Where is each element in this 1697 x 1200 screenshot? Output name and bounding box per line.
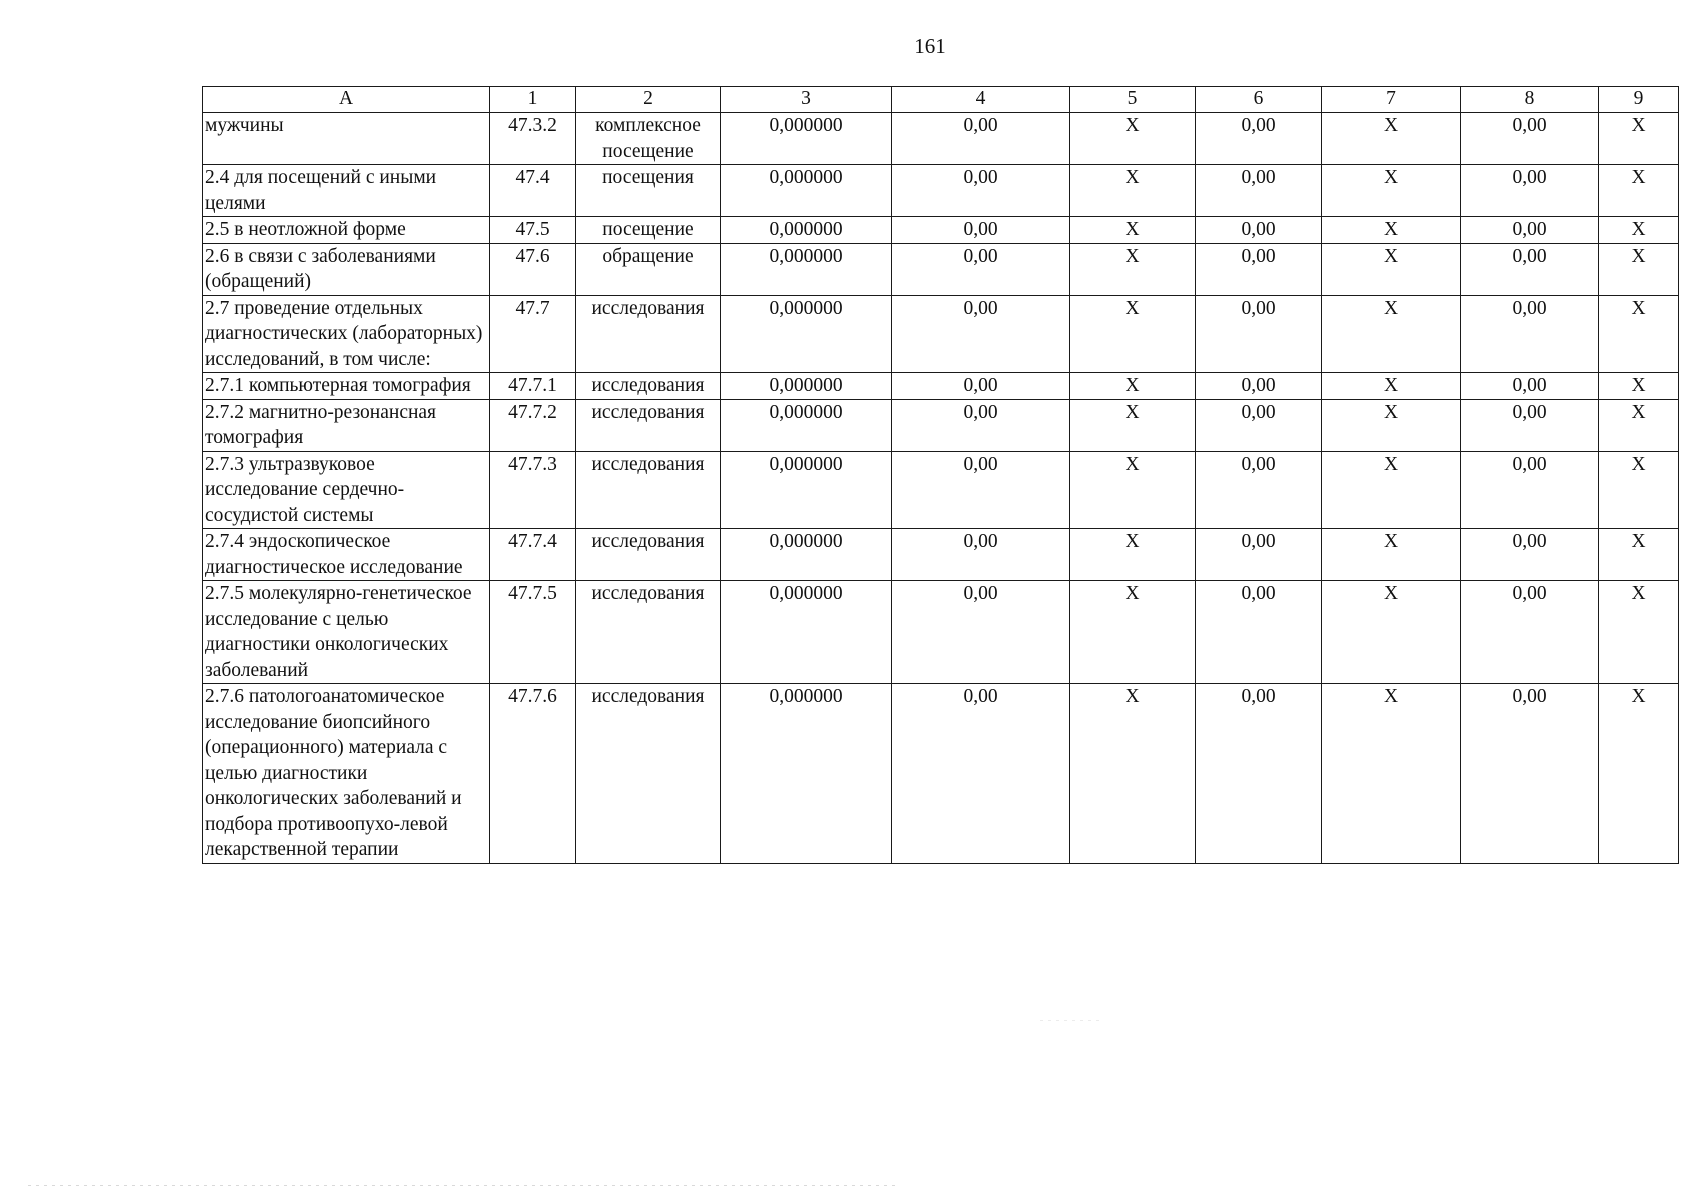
table-cell: 0,00 bbox=[892, 581, 1070, 684]
table-cell: 0,000000 bbox=[721, 451, 892, 529]
row-label-cell: 2.6 в связи с заболеваниями (обращений) bbox=[203, 243, 490, 295]
column-header-5: 5 bbox=[1070, 87, 1196, 113]
column-header-9: 9 bbox=[1599, 87, 1679, 113]
table-cell: 0,00 bbox=[1461, 581, 1599, 684]
table-cell: X bbox=[1599, 399, 1679, 451]
table-cell: 0,00 bbox=[1196, 295, 1322, 373]
table-cell: X bbox=[1070, 217, 1196, 244]
page-number: 161 bbox=[914, 34, 946, 58]
table-cell: исследования bbox=[576, 684, 721, 864]
row-label-cell: 2.7 проведение отдельных диагностических (лабораторных) исследований, в том числе: bbox=[203, 295, 490, 373]
table-body bbox=[203, 113, 1679, 864]
table-cell: 47.7.4 bbox=[490, 529, 576, 581]
table-cell: исследования bbox=[576, 373, 721, 400]
column-header-0: А bbox=[203, 87, 490, 113]
table-cell: X bbox=[1599, 373, 1679, 400]
table-cell: 47.7.2 bbox=[490, 399, 576, 451]
table-cell: 0,00 bbox=[892, 295, 1070, 373]
table-cell: X bbox=[1599, 295, 1679, 373]
column-header-2: 2 bbox=[576, 87, 721, 113]
scan-artifact-line bbox=[1040, 1020, 1100, 1021]
table-cell: X bbox=[1070, 113, 1196, 165]
table-row bbox=[203, 451, 1679, 529]
table-cell: 0,00 bbox=[1461, 217, 1599, 244]
table-cell: 0,00 bbox=[892, 529, 1070, 581]
table-cell: X bbox=[1070, 373, 1196, 400]
table-cell: исследования bbox=[576, 295, 721, 373]
table-cell: 0,00 bbox=[892, 399, 1070, 451]
table-cell: 0,000000 bbox=[721, 399, 892, 451]
table-cell: X bbox=[1599, 684, 1679, 864]
table-cell: X bbox=[1070, 295, 1196, 373]
table-cell: 0,000000 bbox=[721, 373, 892, 400]
table-cell: X bbox=[1322, 399, 1461, 451]
table-cell: 0,000000 bbox=[721, 113, 892, 165]
table-cell: X bbox=[1599, 113, 1679, 165]
table-cell: 47.4 bbox=[490, 165, 576, 217]
table-row bbox=[203, 217, 1679, 244]
table-cell: 0,00 bbox=[892, 451, 1070, 529]
table-cell: X bbox=[1070, 243, 1196, 295]
table-cell: 0,00 bbox=[892, 113, 1070, 165]
table-cell: 0,00 bbox=[1196, 684, 1322, 864]
table-cell: 0,00 bbox=[1196, 451, 1322, 529]
report-table bbox=[202, 86, 1679, 864]
table-cell: комплексное посещение bbox=[576, 113, 721, 165]
table-cell: 0,00 bbox=[1461, 243, 1599, 295]
row-label-cell: 2.7.3 ультразвуковое исследование сердечно-сосудистой системы bbox=[203, 451, 490, 529]
table-cell: 0,00 bbox=[892, 243, 1070, 295]
table-cell: 0,00 bbox=[1196, 399, 1322, 451]
table-cell: 0,00 bbox=[1461, 529, 1599, 581]
table-cell: обращение bbox=[576, 243, 721, 295]
table-cell: исследования bbox=[576, 529, 721, 581]
table-header-row bbox=[203, 87, 1679, 113]
table-cell: 47.5 bbox=[490, 217, 576, 244]
row-label-cell: 2.7.6 патологоанатомическое исследование биопсийного (операционного) материала с целью диагностики онкологических заболеваний и подбора противоопухо-левой лекарственной терапии bbox=[203, 684, 490, 864]
table-cell: 0,000000 bbox=[721, 684, 892, 864]
table-cell: X bbox=[1070, 399, 1196, 451]
row-label-cell: 2.7.5 молекулярно-генетическое исследование с целью диагностики онкологических заболеваний bbox=[203, 581, 490, 684]
table-row bbox=[203, 399, 1679, 451]
row-label-cell: 2.4 для посещений с иными целями bbox=[203, 165, 490, 217]
table-cell: 0,00 bbox=[1461, 451, 1599, 529]
table-cell: 0,00 bbox=[1461, 373, 1599, 400]
table-cell: 47.7.6 bbox=[490, 684, 576, 864]
table-cell: 0,00 bbox=[1461, 684, 1599, 864]
table-cell: X bbox=[1070, 165, 1196, 217]
column-header-3: 3 bbox=[721, 87, 892, 113]
table-cell: X bbox=[1599, 217, 1679, 244]
table-row bbox=[203, 113, 1679, 165]
table-cell: X bbox=[1322, 581, 1461, 684]
table-cell: X bbox=[1070, 684, 1196, 864]
column-header-6: 6 bbox=[1196, 87, 1322, 113]
table-cell: 0,00 bbox=[1461, 295, 1599, 373]
table-cell: 0,00 bbox=[1196, 373, 1322, 400]
table-cell: X bbox=[1322, 217, 1461, 244]
table-cell: 0,00 bbox=[1461, 113, 1599, 165]
row-label-cell: 2.7.1 компьютерная томография bbox=[203, 373, 490, 400]
table-cell: исследования bbox=[576, 581, 721, 684]
table-cell: X bbox=[1599, 165, 1679, 217]
table-cell: 0,00 bbox=[1196, 529, 1322, 581]
row-label-cell: мужчины bbox=[203, 113, 490, 165]
table-cell: 47.6 bbox=[490, 243, 576, 295]
table-cell: 0,00 bbox=[892, 373, 1070, 400]
scan-artifact-line bbox=[28, 1185, 898, 1186]
table-cell: 0,00 bbox=[892, 165, 1070, 217]
table-cell: 47.7 bbox=[490, 295, 576, 373]
table-cell: X bbox=[1070, 529, 1196, 581]
table-cell: 0,00 bbox=[1196, 113, 1322, 165]
column-header-4: 4 bbox=[892, 87, 1070, 113]
table-row bbox=[203, 529, 1679, 581]
table-cell: X bbox=[1322, 684, 1461, 864]
table-row bbox=[203, 243, 1679, 295]
table-cell: X bbox=[1070, 451, 1196, 529]
table-cell: исследования bbox=[576, 399, 721, 451]
table-cell: 47.3.2 bbox=[490, 113, 576, 165]
table-cell: 47.7.3 bbox=[490, 451, 576, 529]
table-cell: 0,000000 bbox=[721, 217, 892, 244]
table-cell: 0,00 bbox=[1461, 165, 1599, 217]
table-cell: X bbox=[1599, 243, 1679, 295]
table-cell: X bbox=[1070, 581, 1196, 684]
table-cell: посещения bbox=[576, 165, 721, 217]
table-cell: X bbox=[1322, 529, 1461, 581]
table-row bbox=[203, 295, 1679, 373]
table-cell: 47.7.5 bbox=[490, 581, 576, 684]
table-cell: X bbox=[1322, 295, 1461, 373]
row-label-cell: 2.7.4 эндоскопическое диагностическое исследование bbox=[203, 529, 490, 581]
table-cell: 0,000000 bbox=[721, 529, 892, 581]
table-cell: 0,00 bbox=[1196, 165, 1322, 217]
table-cell: 0,00 bbox=[1461, 399, 1599, 451]
table-cell: X bbox=[1322, 165, 1461, 217]
table-row bbox=[203, 684, 1679, 864]
table-cell: 0,000000 bbox=[721, 295, 892, 373]
table-cell: 0,00 bbox=[892, 684, 1070, 864]
table-row bbox=[203, 373, 1679, 400]
table-cell: X bbox=[1322, 243, 1461, 295]
table-cell: X bbox=[1322, 451, 1461, 529]
table-cell: 0,00 bbox=[1196, 581, 1322, 684]
table-cell: X bbox=[1322, 373, 1461, 400]
table-cell: 0,000000 bbox=[721, 581, 892, 684]
table-cell: 0,00 bbox=[1196, 217, 1322, 244]
table-cell: X bbox=[1599, 451, 1679, 529]
table-cell: 0,000000 bbox=[721, 165, 892, 217]
table-cell: X bbox=[1599, 581, 1679, 684]
table-row bbox=[203, 581, 1679, 684]
table-cell: посещение bbox=[576, 217, 721, 244]
column-header-8: 8 bbox=[1461, 87, 1599, 113]
column-header-1: 1 bbox=[490, 87, 576, 113]
column-header-7: 7 bbox=[1322, 87, 1461, 113]
table-cell: исследования bbox=[576, 451, 721, 529]
row-label-cell: 2.5 в неотложной форме bbox=[203, 217, 490, 244]
row-label-cell: 2.7.2 магнитно-резонансная томография bbox=[203, 399, 490, 451]
table-cell: 0,00 bbox=[892, 217, 1070, 244]
table-cell: 47.7.1 bbox=[490, 373, 576, 400]
table-cell: 0,00 bbox=[1196, 243, 1322, 295]
table-cell: 0,000000 bbox=[721, 243, 892, 295]
table-row bbox=[203, 165, 1679, 217]
table-cell: X bbox=[1599, 529, 1679, 581]
table-cell: X bbox=[1322, 113, 1461, 165]
